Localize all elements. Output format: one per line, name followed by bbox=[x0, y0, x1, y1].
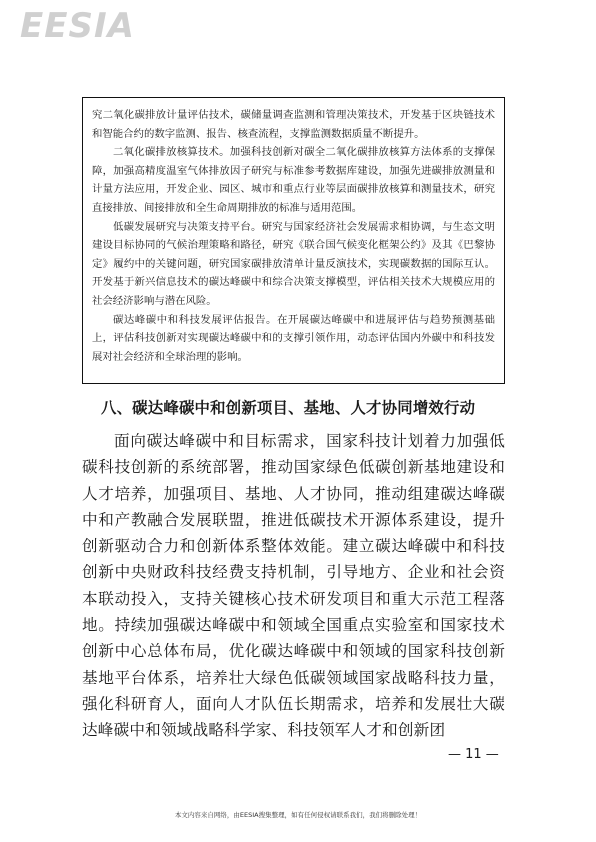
box-paragraph: 低碳发展研究与决策支持平台。研究与国家经济社会发展需求相协调，与生态文明建设目标协同的气候治理策略和路径，研究《联合国气候变化框架公约》及其《巴黎协定》履约中的关键问题，研究国家碳排放清单计量反演技术，实现碳数据的国际互认。开发基于新兴信息技术的碳达峰碳中和综合决策支撑模型，评估相关技术大规模应用的社会经济影响与潜在风险。 bbox=[92, 220, 495, 307]
body-paragraph: 面向碳达峰碳中和目标需求，国家科技计划着力加强低碳科技创新的系统部署，推动国家绿色低碳创新基地建设和人才培养，加强项目、基地、人才协同，推动组建碳达峰碳中和产教融合发展联盟，推进低碳技术开源体系建设，提升创新驱动合力和创新体系整体效能。建立碳达峰碳中和科技创新中央财政科技经费支持机制，引导地方、企业和社会资本联动投入，支持关键核心技术研发项目和重大示范工程落地。持续加强碳达峰碳中和领域全国重点实验室和国家技术创新中心总体布局，优化碳达峰碳中和领域的国家科技创新基地平台体系，培养壮大绿色低碳领域国家战略科技力量，强化科研育人，面向人才队伍长期需求，培养和发展壮大碳达峰碳中和领域战略科学家、科技领军人才和创新团 bbox=[82, 432, 505, 740]
page-number: — 11 — bbox=[448, 747, 499, 762]
eesia-watermark-logo: EESIA bbox=[20, 6, 135, 46]
footer-disclaimer: 本文内容来自网络，由EESIA搜集整理，如有任何侵权请联系我们，我们将删除处理！ bbox=[174, 811, 422, 819]
section-heading: 八、碳达峰碳中和创新项目、基地、人才协同增效行动 bbox=[101, 399, 476, 417]
technology-text-box bbox=[82, 97, 505, 384]
box-paragraph: 碳达峰碳中和科技发展评估报告。在开展碳达峰碳中和进展评估与趋势预测基础上，评估科技创新对实现碳达峰碳中和的支撑引领作用，动态评估国内外碳中和科技发展对社会经济和全球治理的影响。 bbox=[92, 313, 495, 363]
box-paragraph: 二氧化碳排放核算技术。加强科技创新对碳全二氧化碳排放核算方法体系的支撑保障，加强高精度温室气体排放因子研究与标准参考数据库建设，加强先进碳排放测量和计量方法应用，开发企业、园区、城市和重点行业等层面碳排放核算和测量技术，研究直接排放、间接排放和全生命周期排放的标准与适用范围。 bbox=[92, 146, 495, 214]
box-paragraph: 究二氧化碳排放计量评估技术，碳储量调查监测和管理决策技术，开发基于区块链技术和智能合约的数字监测、报告、核查流程，支撑监测数据质量不断提升。 bbox=[92, 109, 495, 140]
